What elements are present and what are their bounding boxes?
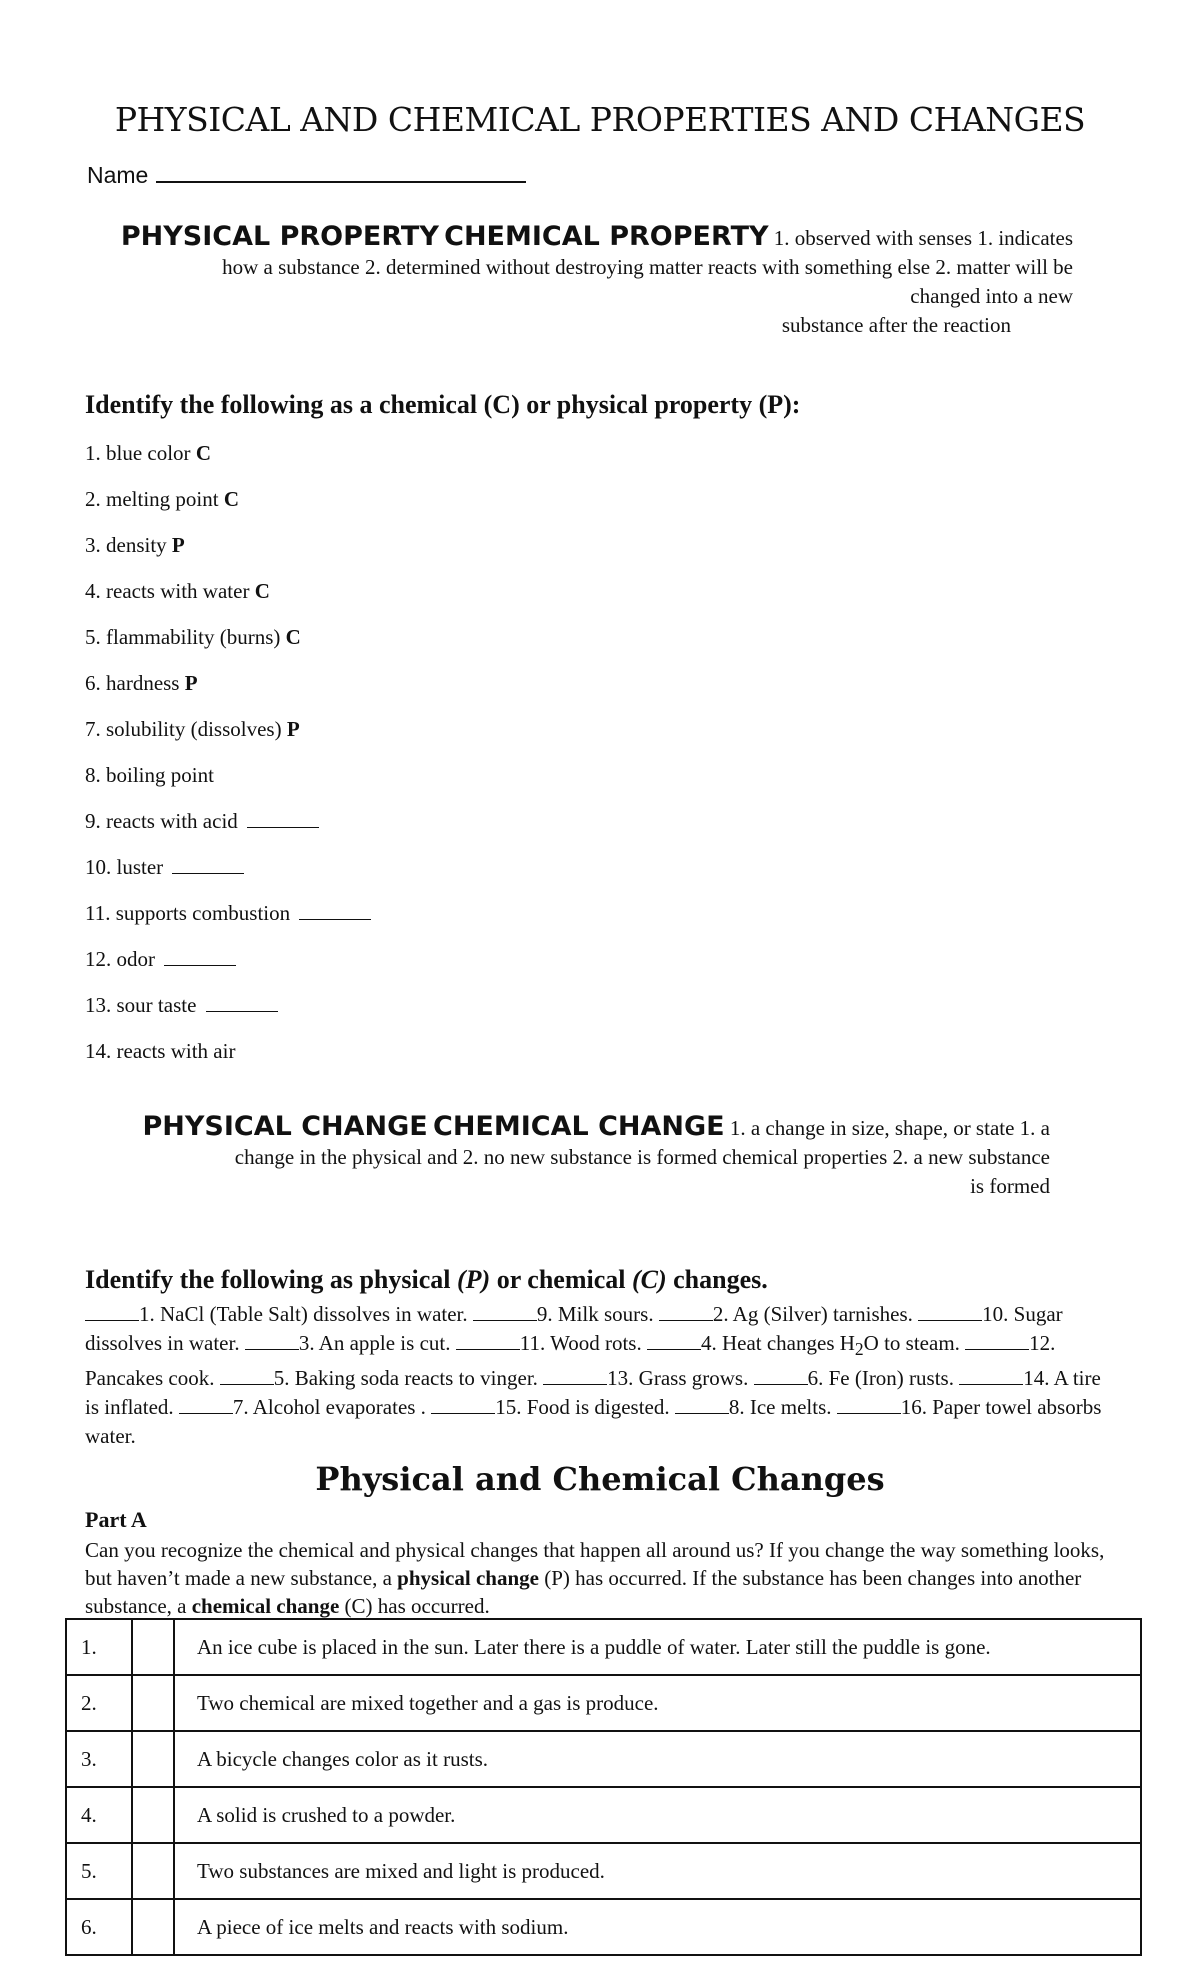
heading-part: (P) <box>457 1265 491 1294</box>
properties-section-heading: Identify the following as a chemical (C) or physical property (P): <box>85 390 801 419</box>
physical-property-heading: PHYSICAL PROPERTY <box>120 221 439 252</box>
answer-blank[interactable] <box>918 1304 982 1321</box>
change-item: 15. Food is digested. <box>495 1395 670 1420</box>
answer-blank[interactable] <box>473 1304 537 1321</box>
property-item <box>85 898 371 944</box>
answer-blank[interactable] <box>837 1397 901 1414</box>
physical-change-heading: PHYSICAL CHANGE <box>142 1111 428 1142</box>
changes-definition-box <box>100 1112 1050 1201</box>
page-title: PHYSICAL AND CHEMICAL PROPERTIES AND CHANGES <box>114 100 1086 139</box>
properties-list <box>85 438 371 1082</box>
property-item-text: 6. hardness <box>85 671 180 695</box>
change-item: 14. A tire is inflated. <box>85 1366 1101 1420</box>
answer-blank[interactable] <box>659 1304 713 1321</box>
property-item <box>85 714 371 760</box>
answer-blank[interactable] <box>959 1368 1023 1385</box>
answer-blank[interactable] <box>431 1397 495 1414</box>
change-item: 3. An apple is cut. <box>298 1331 451 1355</box>
change-definition-line-1: 1. a change in size, shape, or state 1. a <box>729 1116 1050 1140</box>
property-item <box>85 944 371 990</box>
row-description: Two chemical are mixed together and a gas is produce. <box>174 1675 1141 1731</box>
answer-blank[interactable] <box>543 1368 607 1385</box>
row-description: A piece of ice melts and reacts with sodium. <box>174 1899 1141 1955</box>
table-row <box>66 1787 1141 1843</box>
change-definition-line-3: is formed <box>970 1174 1050 1198</box>
property-item-text: 14. reacts with air <box>85 1039 236 1063</box>
property-answer: C <box>223 487 239 511</box>
property-item <box>85 852 371 898</box>
table-row <box>66 1843 1141 1899</box>
property-item-text: 1. blue color <box>85 441 191 465</box>
table-row <box>66 1731 1141 1787</box>
intro-bold: physical change <box>397 1566 539 1590</box>
chemical-property-heading: CHEMICAL PROPERTY <box>444 221 769 252</box>
name-field-row <box>87 157 526 189</box>
property-item-text: 7. solubility (dissolves) <box>85 717 282 741</box>
heading-part: (C) <box>631 1265 667 1294</box>
row-description: A bicycle changes color as it rusts. <box>174 1731 1141 1787</box>
row-number: 3. <box>66 1731 132 1787</box>
heading-part: Identify the following as physical <box>85 1265 457 1294</box>
change-item: 2. Ag (Silver) tarnishes. <box>712 1302 913 1326</box>
name-input-line[interactable] <box>156 157 526 183</box>
property-item <box>85 530 371 576</box>
change-item: 12. Pancakes cook. <box>85 1331 1056 1391</box>
part-a-intro <box>85 1536 1125 1620</box>
change-item: 13. Grass grows. <box>607 1366 749 1391</box>
property-item <box>85 806 371 852</box>
row-number: 6. <box>66 1899 132 1955</box>
heading-part: changes. <box>666 1265 768 1294</box>
property-item <box>85 990 371 1036</box>
intro-bold: chemical change <box>191 1594 340 1618</box>
change-item: O to steam. <box>863 1331 960 1355</box>
intro-text: (C) has occurred. <box>339 1594 490 1618</box>
property-answer: P <box>184 671 198 695</box>
answer-blank[interactable] <box>965 1333 1029 1350</box>
property-item <box>85 576 371 622</box>
answer-cell[interactable] <box>132 1787 174 1843</box>
answer-cell[interactable] <box>132 1843 174 1899</box>
answer-blank[interactable] <box>206 993 278 1012</box>
answer-cell[interactable] <box>132 1731 174 1787</box>
answer-cell[interactable] <box>132 1899 174 1955</box>
property-item <box>85 1036 371 1082</box>
changes-table <box>65 1618 1142 1956</box>
table-row <box>66 1619 1141 1675</box>
intro-text: Can you recognize the chemical and physical changes that happen all around us? If you change the way something looks, but haven’t made a new substance, a <box>85 1538 1105 1590</box>
answer-blank[interactable] <box>647 1333 701 1350</box>
answer-blank[interactable] <box>172 855 244 874</box>
change-item: 10. Sugar dissolves in water. <box>85 1302 1063 1355</box>
property-item-text: 8. boiling point <box>85 763 214 787</box>
table-row <box>66 1899 1141 1955</box>
change-item: 8. Ice melts. <box>728 1395 832 1420</box>
changes-section-heading <box>85 1265 768 1295</box>
answer-blank[interactable] <box>164 947 236 966</box>
change-item: 6. Fe (Iron) rusts. <box>807 1366 954 1391</box>
answer-blank[interactable] <box>85 1304 139 1321</box>
row-description: Two substances are mixed and light is produced. <box>174 1843 1141 1899</box>
property-item-text: 2. melting point <box>85 487 219 511</box>
name-label: Name <box>87 162 149 188</box>
change-item: 16. Paper towel absorbs water. <box>85 1395 1102 1449</box>
property-item-text: 3. density <box>85 533 167 557</box>
property-answer: C <box>195 441 211 465</box>
row-number: 4. <box>66 1787 132 1843</box>
row-number: 1. <box>66 1619 132 1675</box>
property-item-text: 12. odor <box>85 947 155 971</box>
change-definition-line-2: change in the physical and 2. no new substance is formed chemical properties 2. a new substance <box>234 1145 1050 1169</box>
answer-blank[interactable] <box>754 1368 808 1385</box>
change-item: 4. Heat changes H <box>700 1331 855 1355</box>
intro-text: (P) has occurred. If the substance has been changes into another substance, a <box>85 1566 1082 1618</box>
definition-line-1: 1. observed with senses 1. indicates <box>773 226 1073 250</box>
heading-part: or chemical <box>490 1265 632 1294</box>
table-row <box>66 1675 1141 1731</box>
property-item-text: 13. sour taste <box>85 993 197 1017</box>
answer-blank[interactable] <box>247 809 319 828</box>
answer-blank[interactable] <box>220 1368 274 1385</box>
change-item: 5. Baking soda reacts to vinger. <box>273 1366 538 1391</box>
chemical-change-heading: CHEMICAL CHANGE <box>433 1111 725 1142</box>
property-answer: C <box>285 625 301 649</box>
row-number: 2. <box>66 1675 132 1731</box>
definition-line-2: how a substance 2. determined without destroying matter reacts with something else 2. matter will be <box>222 255 1073 279</box>
answer-blank[interactable] <box>675 1397 729 1414</box>
row-description: A solid is crushed to a powder. <box>174 1787 1141 1843</box>
change-item: 11. Wood rots. <box>519 1331 642 1355</box>
property-item-text: 4. reacts with water <box>85 579 250 603</box>
property-item-text: 5. flammability (burns) <box>85 625 281 649</box>
answer-cell[interactable] <box>132 1619 174 1675</box>
row-description: An ice cube is placed in the sun. Later there is a puddle of water. Later still the puddle is gone. <box>174 1619 1141 1675</box>
answer-cell[interactable] <box>132 1675 174 1731</box>
property-answer: P <box>171 533 185 557</box>
property-item <box>85 668 371 714</box>
subscript: 2 <box>854 1339 864 1360</box>
property-item <box>85 438 371 484</box>
property-answer: C <box>254 579 270 603</box>
change-item: 1. NaCl (Table Salt) dissolves in water. <box>139 1302 468 1326</box>
changes-list-paragraph <box>85 1300 1105 1451</box>
answer-blank[interactable] <box>456 1333 520 1350</box>
row-number: 5. <box>66 1843 132 1899</box>
property-answer: P <box>286 717 300 741</box>
answer-blank[interactable] <box>245 1333 299 1350</box>
change-item: 7. Alcohol evaporates . <box>232 1395 426 1420</box>
property-item-text: 9. reacts with acid <box>85 809 238 833</box>
part-section-title: Physical and Chemical Changes <box>315 1460 885 1498</box>
property-item <box>85 484 371 530</box>
change-item: 9. Milk sours. <box>536 1302 654 1326</box>
properties-definition-box <box>88 222 1073 340</box>
definition-line-3: changed into a new <box>910 284 1073 308</box>
property-item-text: 10. luster <box>85 855 164 879</box>
property-item-text: 11. supports combustion <box>85 901 291 925</box>
definition-line-4: substance after the reaction <box>781 313 1011 337</box>
property-item <box>85 760 371 806</box>
part-a-label: Part A <box>85 1507 147 1532</box>
property-item <box>85 622 371 668</box>
answer-blank[interactable] <box>299 901 371 920</box>
answer-blank[interactable] <box>179 1397 233 1414</box>
